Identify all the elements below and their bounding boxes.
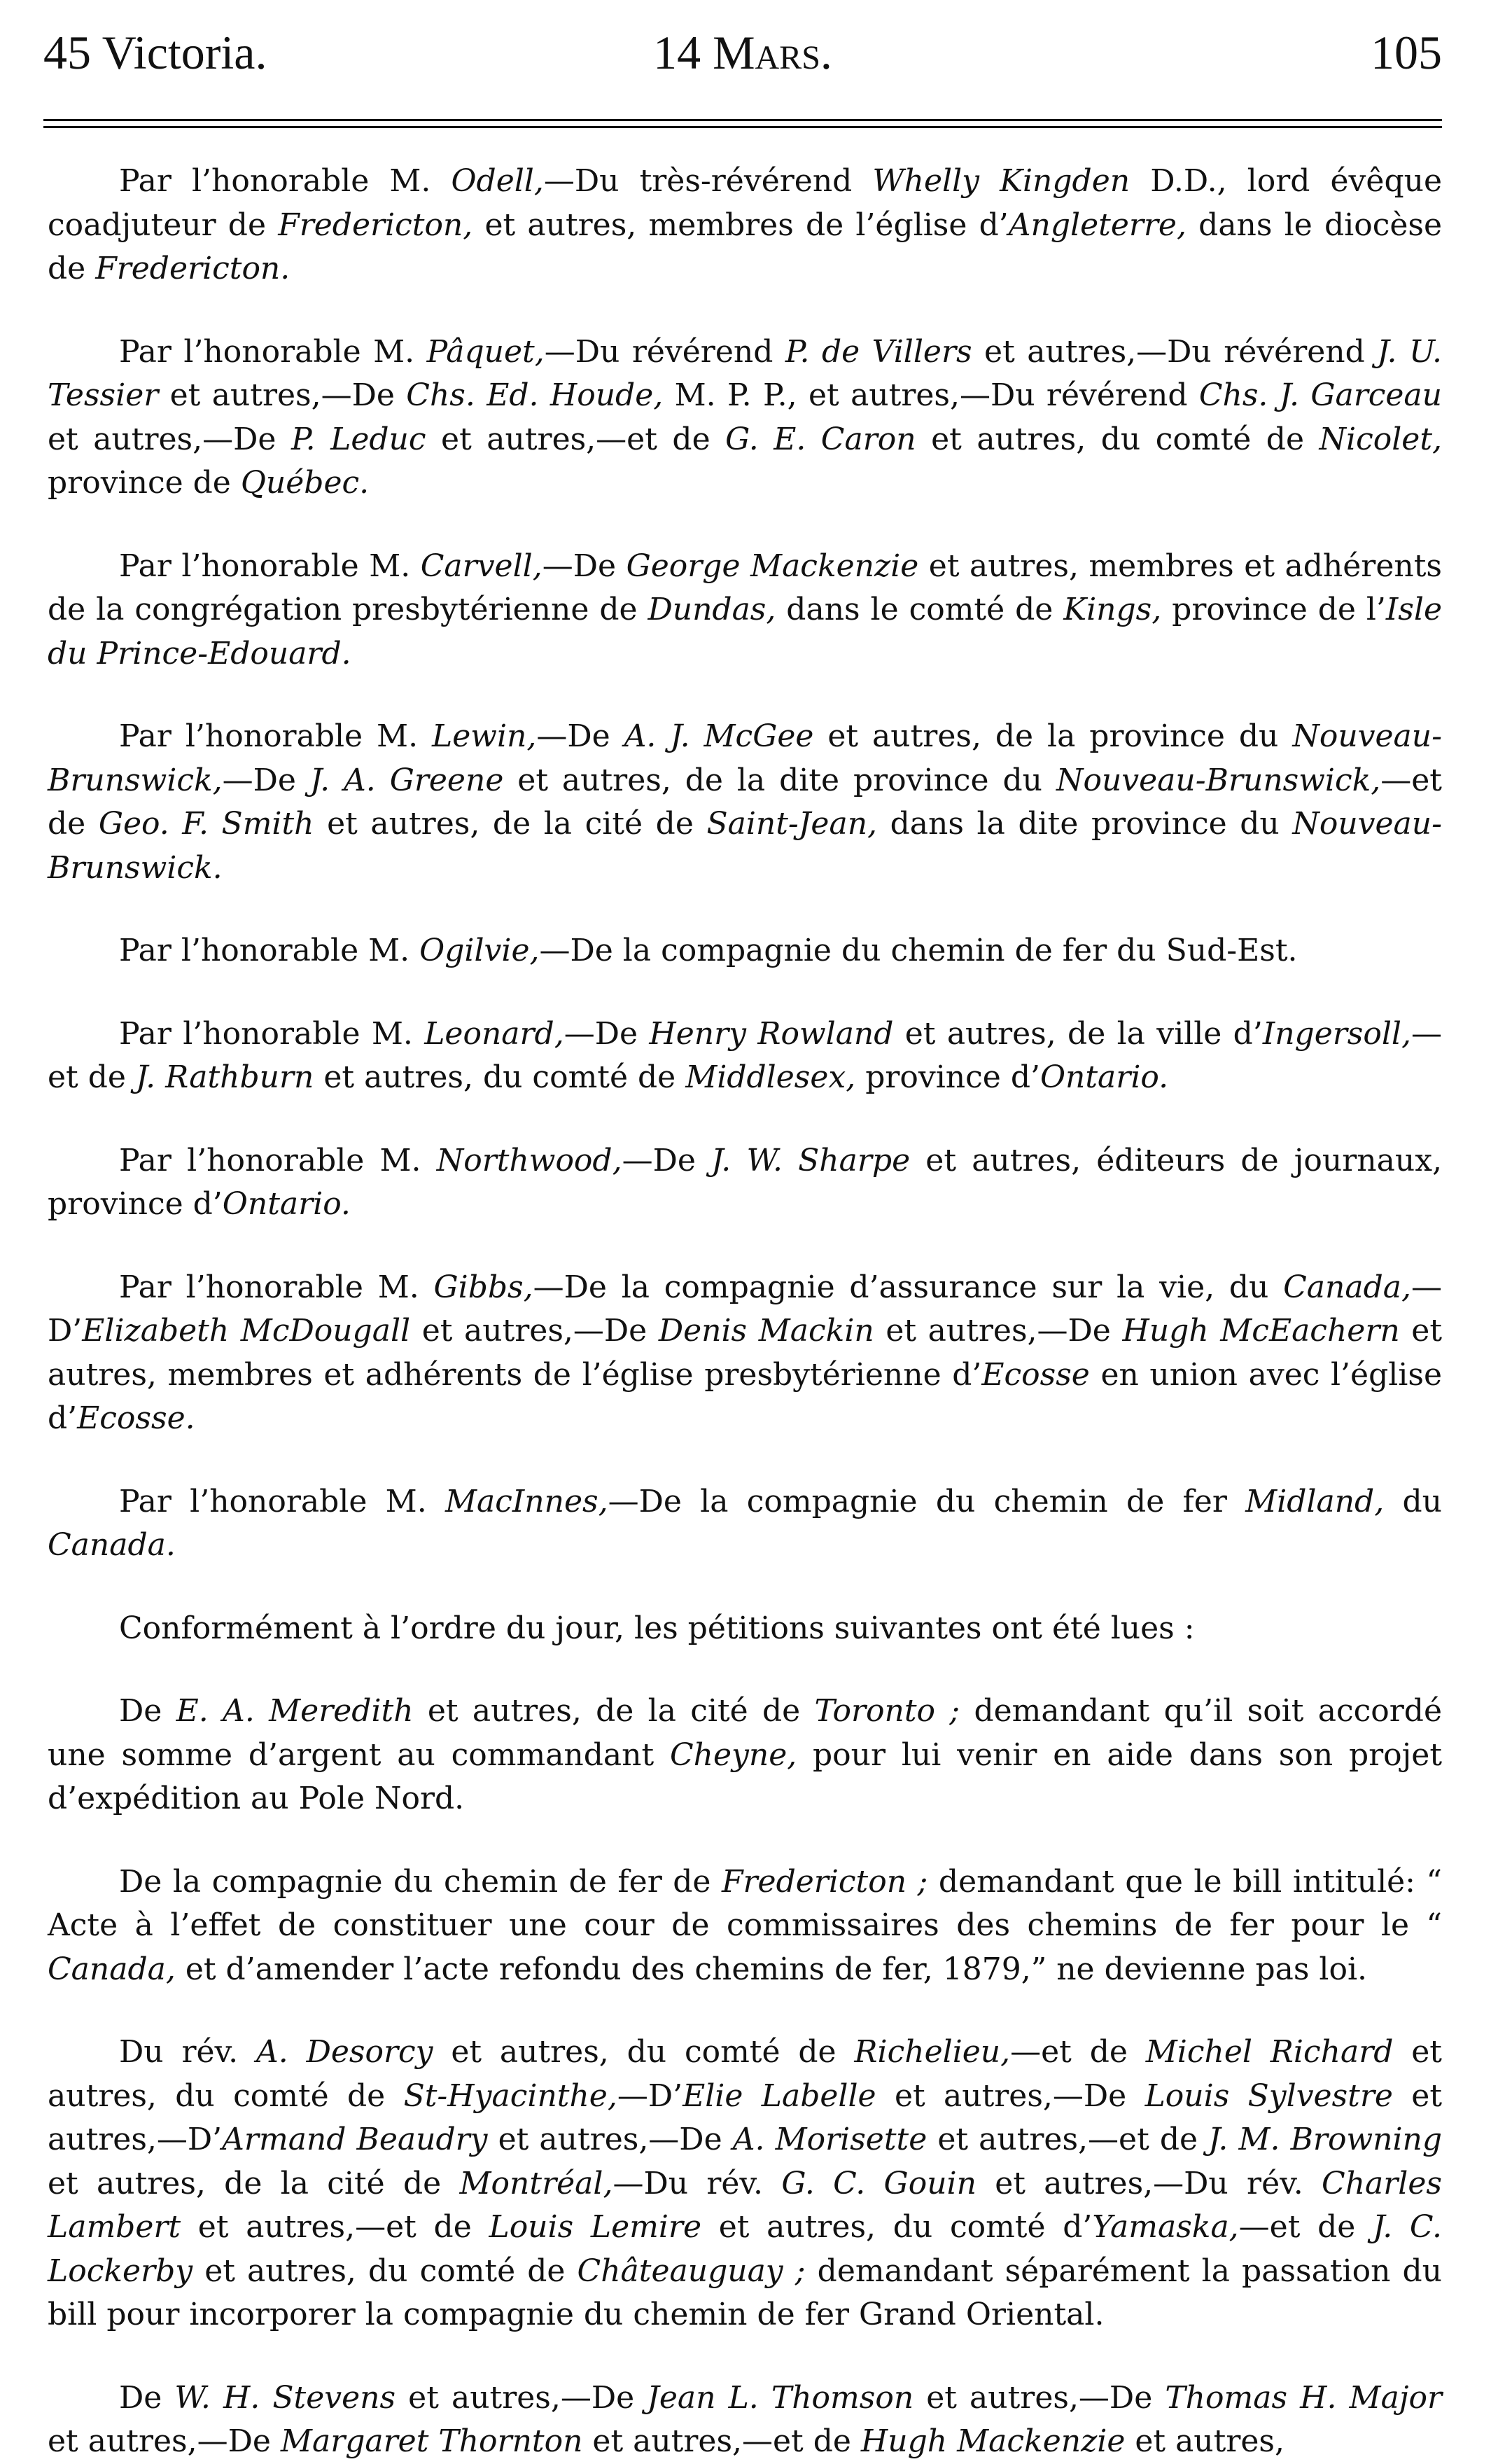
- italic-name: Ogilvie,: [419, 933, 540, 968]
- italic-name: Ontario.: [1040, 1059, 1169, 1095]
- text-run: —D’: [48, 1269, 1442, 1349]
- italic-name: A. Desorcy: [255, 2034, 433, 2070]
- italic-name: Whelly Kingden: [872, 163, 1130, 199]
- header-session: 45 Victoria.: [43, 26, 267, 79]
- italic-name: E. A. Meredith: [176, 1693, 414, 1729]
- italic-name: Toronto ;: [814, 1693, 960, 1729]
- petition-paragraph: [48, 1139, 1442, 1227]
- text-run: et autres, membres et adhérents de l’église presbytérienne d’: [48, 1313, 1443, 1393]
- italic-name: Cheyne,: [669, 1736, 797, 1773]
- italic-name: Canada.: [48, 1527, 176, 1563]
- text-run: et autres,—et de: [181, 2209, 489, 2245]
- text-run: —De la compagnie du chemin de fer: [608, 1483, 1246, 1519]
- petition-paragraph: [48, 1690, 1442, 1821]
- text-run: et d’amender l’acte refondu des chemins de fer, 1879,” ne devienne pas loi.: [175, 1951, 1368, 1987]
- italic-name: Nouveau-Brunswick,: [48, 718, 1442, 798]
- italic-name: Michel Richard: [1145, 2034, 1394, 2070]
- text-run: Par l’honorable M.: [119, 548, 421, 584]
- italic-name: A. Morisette: [732, 2122, 927, 2157]
- italic-name: Chs. J. Garceau: [1198, 377, 1442, 413]
- italic-name: P. de Villers: [785, 333, 972, 370]
- text-run: demandant séparément la passation du bill pour incorporer la compagnie du chemin de fer Grand Oriental.: [48, 2253, 1443, 2332]
- italic-name: G. E. Caron: [725, 421, 916, 457]
- text-run: —Du très-révérend: [543, 163, 873, 199]
- italic-name: W. H. Stevens: [174, 2379, 396, 2416]
- text-run: De la compagnie du chemin de fer de: [119, 1863, 722, 1900]
- text-run: et autres,—et de: [927, 2122, 1209, 2157]
- italic-name: Canada,: [1283, 1269, 1411, 1305]
- text-run: et autres, membres et adhérents de la congrégation presbytérienne de: [48, 548, 1442, 627]
- italic-name: Henry Rowland: [649, 1015, 894, 1052]
- italic-name: Elizabeth McDougall: [82, 1313, 411, 1349]
- text-run: et autres, du comté de: [48, 2034, 1442, 2114]
- page-number: 105: [1371, 26, 1442, 79]
- text-run: et autres,—et de: [582, 2423, 861, 2459]
- text-run: Par l’honorable M.: [119, 163, 451, 199]
- text-run: dans le comté de: [776, 592, 1064, 627]
- text-run: Par l’honorable M.: [119, 1483, 445, 1519]
- italic-name: Richelieu,: [854, 2034, 1011, 2070]
- text-run: —D’: [617, 2077, 683, 2114]
- text-run: et autres, du comté d’: [701, 2209, 1093, 2245]
- text-run: De: [119, 1693, 176, 1729]
- text-run: et autres,—De: [410, 1313, 659, 1349]
- petition-paragraph: [48, 1266, 1442, 1441]
- text-run: —De: [222, 762, 310, 798]
- text-run: dans le diocèse de: [48, 207, 1442, 286]
- italic-name: Nicolet,: [1319, 421, 1443, 457]
- text-run: —De la compagnie d’assurance sur la vie, du: [533, 1269, 1284, 1305]
- text-run: Conformément à l’ordre du jour, les pétitions suivantes ont été lues :: [119, 1610, 1195, 1646]
- text-run: et autres, de la cité de: [413, 1693, 815, 1729]
- text-run: D.D., lord évêque coadjuteur de: [48, 163, 1442, 243]
- petition-paragraph: [48, 1012, 1442, 1100]
- text-run: et autres,—Du rév.: [976, 2165, 1322, 2201]
- text-run: et autres,—De: [396, 2379, 648, 2416]
- italic-name: Odell,: [451, 163, 544, 199]
- text-run: et autres,—De: [48, 421, 291, 457]
- header-day: 14: [653, 26, 701, 79]
- running-header: [43, 25, 1442, 88]
- text-run: pour lui venir en aide dans son projet d’expédition au Pole Nord.: [48, 1736, 1443, 1816]
- italic-name: Yamaska,: [1092, 2209, 1239, 2245]
- text-run: et autres,—De: [48, 2423, 281, 2459]
- text-run: et autres,—D’: [48, 2077, 1443, 2157]
- text-run: Par l’honorable M.: [119, 1015, 425, 1052]
- text-run: et autres, éditeurs de journaux, province d’: [48, 1142, 1442, 1222]
- italic-name: Nouveau-Brunswick,: [1056, 762, 1381, 798]
- italic-name: Fredericton,: [278, 207, 473, 243]
- italic-name: P. Leduc: [290, 421, 426, 457]
- petition-paragraph: [48, 2376, 1442, 2464]
- text-run: dans la dite province du: [877, 806, 1293, 842]
- italic-name: George Mackenzie: [626, 548, 919, 584]
- text-run: en union avec l’église d’: [48, 1356, 1443, 1436]
- italic-name: J. C. Lockerby: [48, 2209, 1443, 2289]
- text-run: du: [1384, 1483, 1442, 1519]
- text-run: et autres, du comté de: [192, 2253, 578, 2289]
- petition-paragraph: [48, 2031, 1442, 2337]
- italic-name: J. W. Sharpe: [711, 1142, 911, 1178]
- italic-name: Châteauguay ;: [577, 2253, 806, 2289]
- italic-name: Fredericton.: [95, 251, 290, 286]
- text-run: Du rév.: [119, 2034, 256, 2070]
- italic-name: Fredericton ;: [721, 1863, 928, 1900]
- italic-name: Canada,: [48, 1951, 176, 1987]
- petition-paragraph: [48, 1480, 1442, 1568]
- text-run: Par l’honorable M.: [119, 933, 420, 968]
- petition-paragraph: [48, 330, 1442, 506]
- italic-name: J. U. Tessier: [48, 333, 1442, 413]
- text-run: et autres,—De: [913, 2379, 1166, 2416]
- text-run: —De: [536, 718, 624, 754]
- italic-name: Denis Mackin: [658, 1313, 874, 1349]
- italic-name: Isle du Prince-Edouard.: [48, 592, 1442, 671]
- italic-name: Midland,: [1245, 1483, 1385, 1519]
- italic-name: Ontario.: [222, 1186, 351, 1222]
- text-run: demandant que le bill intitulé: “ Acte à l’effet de constituer une cour de commissaires des chemins de fer pour le “: [48, 1863, 1443, 1943]
- italic-name: G. C. Gouin: [781, 2165, 976, 2201]
- petition-paragraph: [48, 545, 1442, 676]
- italic-name: Carvell,: [420, 548, 542, 584]
- text-run: —et de: [48, 762, 1442, 842]
- text-run: et autres,—et de: [426, 421, 726, 457]
- italic-name: Dundas,: [648, 592, 776, 627]
- text-run: et autres,—De: [487, 2122, 733, 2157]
- text-run: et autres,—Du révérend: [972, 333, 1378, 370]
- text-run: —De: [542, 548, 626, 584]
- italic-name: Hugh Mackenzie: [860, 2423, 1126, 2459]
- text-run: et autres, du comté de: [916, 421, 1320, 457]
- text-run: et autres,: [1125, 2423, 1284, 2459]
- text-run: et autres,—De: [876, 2077, 1145, 2114]
- italic-name: Geo. F. Smith: [98, 806, 314, 842]
- text-run: et autres, de la province du: [813, 718, 1293, 754]
- italic-name: Lewin,: [432, 718, 537, 754]
- text-run: et autres, du comté de: [314, 1059, 686, 1095]
- text-run: et autres, de la ville d’: [893, 1015, 1263, 1052]
- italic-name: Angleterre,: [1008, 207, 1186, 243]
- italic-name: Ecosse.: [77, 1400, 195, 1436]
- text-run: —et de: [1010, 2034, 1146, 2070]
- text-run: et autres, de la cité de: [314, 806, 707, 842]
- header-rule-top: [43, 119, 1442, 121]
- text-run: —et de: [48, 1015, 1442, 1095]
- italic-name: Gibbs,: [433, 1269, 533, 1305]
- italic-name: J. M. Browning: [1208, 2122, 1443, 2157]
- header-month: Mars.: [713, 26, 832, 79]
- text-run: —De la compagnie du chemin de fer du Sud-Est.: [539, 933, 1298, 968]
- text-run: —De: [622, 1142, 712, 1178]
- italic-name: Hugh McEachern: [1122, 1313, 1400, 1349]
- text-run: et autres, membres de l’église d’: [472, 207, 1009, 243]
- text-run: et autres,—De: [874, 1313, 1123, 1349]
- text-run: —Du rév.: [612, 2165, 782, 2201]
- petition-paragraph: [48, 160, 1442, 291]
- italic-name: St-Hyacinthe,: [403, 2077, 617, 2114]
- italic-name: Armand Beaudry: [222, 2122, 488, 2157]
- text-run: Par l’honorable M.: [119, 718, 433, 754]
- text-run: et autres,—De: [158, 377, 407, 413]
- italic-name: J. Rathburn: [135, 1059, 314, 1095]
- italic-name: J. A. Greene: [309, 762, 504, 798]
- text-run: et autres, de la dite province du: [503, 762, 1056, 798]
- italic-name: Middlesex,: [685, 1059, 856, 1095]
- text-run: —Du révérend: [544, 333, 785, 370]
- page-body: [48, 160, 1442, 2464]
- italic-name: Saint-Jean,: [706, 806, 878, 842]
- italic-name: Kings,: [1063, 592, 1162, 627]
- italic-name: Québec.: [240, 465, 370, 501]
- italic-name: Louis Lemire: [489, 2209, 701, 2245]
- petition-paragraph: [48, 929, 1442, 973]
- text-run: —et de: [1238, 2209, 1373, 2245]
- text-run: province de: [48, 465, 241, 501]
- italic-name: Elie Labelle: [682, 2077, 876, 2114]
- text-run: province d’: [855, 1059, 1040, 1095]
- text-run: —De: [564, 1015, 650, 1052]
- italic-name: Nouveau-Brunswick.: [48, 806, 1442, 886]
- text-run: De: [119, 2379, 175, 2416]
- text-run: Par l’honorable M.: [119, 1142, 437, 1178]
- italic-name: Charles Lambert: [48, 2165, 1442, 2245]
- italic-name: Montréal,: [459, 2165, 613, 2201]
- italic-name: Chs. Ed. Houde,: [406, 377, 664, 413]
- text-run: province de l’: [1161, 592, 1386, 627]
- petition-paragraph: [48, 715, 1442, 890]
- italic-name: Ingersoll,: [1262, 1015, 1411, 1052]
- petition-paragraph: [48, 1860, 1442, 1992]
- italic-name: Louis Sylvestre: [1144, 2077, 1393, 2114]
- text-run: et autres, de la cité de: [48, 2165, 460, 2201]
- italic-name: MacInnes,: [444, 1483, 608, 1519]
- italic-name: Jean L. Thomson: [647, 2379, 914, 2416]
- header-date: [43, 25, 1442, 81]
- italic-name: Leonard,: [424, 1015, 564, 1052]
- text-run: et autres, du comté de: [433, 2034, 855, 2070]
- italic-name: Ecosse: [981, 1356, 1090, 1393]
- text-run: Par l’honorable M.: [119, 1269, 434, 1305]
- text-run: M. P. P., et autres,—Du révérend: [663, 377, 1199, 413]
- italic-name: Pâquet,: [426, 333, 545, 370]
- petition-paragraph: [48, 1607, 1442, 1651]
- italic-name: A. J. McGee: [624, 718, 814, 754]
- text-run: Par l’honorable M.: [119, 333, 427, 370]
- italic-name: Northwood,: [436, 1142, 622, 1178]
- text-run: demandant qu’il soit accordé une somme d’argent au commandant: [48, 1693, 1442, 1773]
- italic-name: Thomas H. Major: [1165, 2379, 1442, 2416]
- italic-name: Margaret Thornton: [280, 2423, 583, 2459]
- header-rule-bottom: [43, 126, 1442, 128]
